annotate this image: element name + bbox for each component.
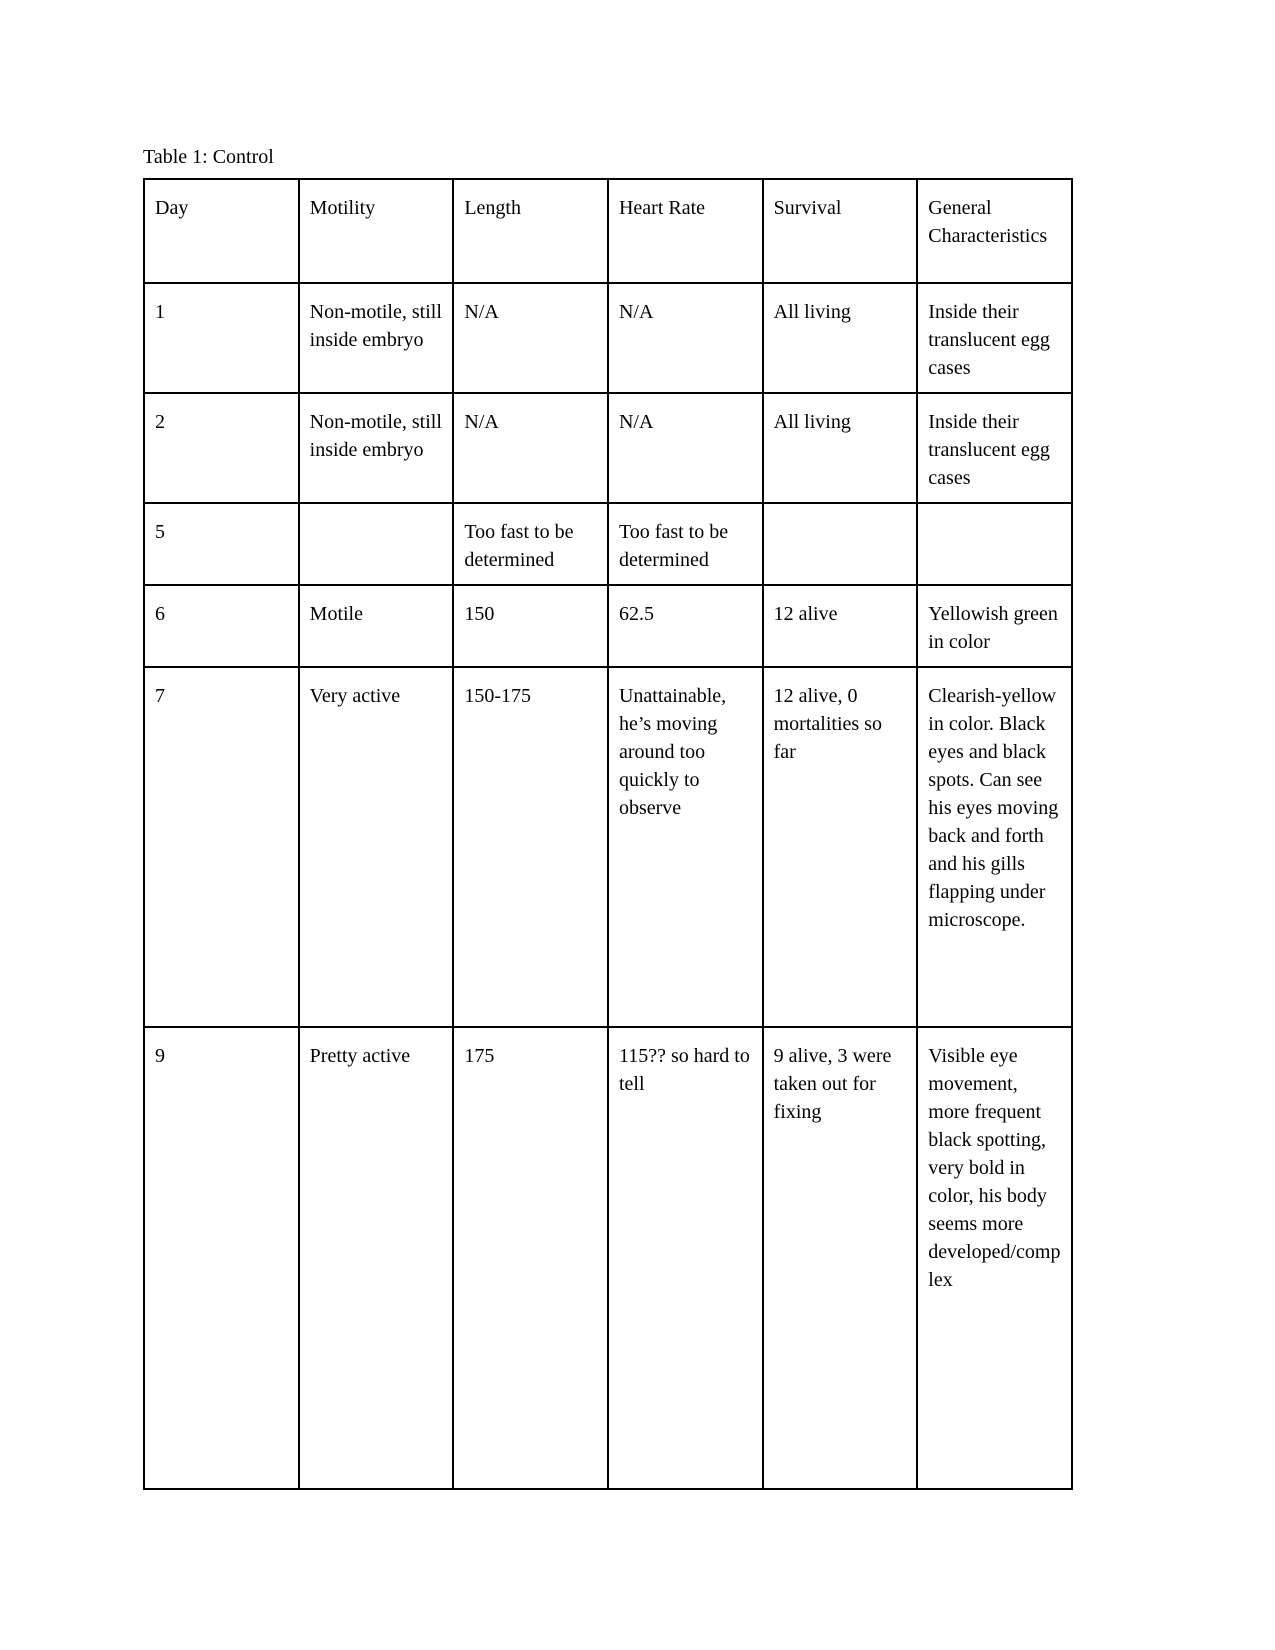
cell-motility: Pretty active bbox=[299, 1027, 454, 1489]
document-content bbox=[143, 144, 1077, 1490]
cell-day: 7 bbox=[144, 667, 299, 1027]
control-table bbox=[143, 178, 1073, 1490]
table-row-day-2 bbox=[144, 393, 1072, 503]
cell-general-characteristics: Yellowish green in color bbox=[917, 585, 1072, 667]
cell-motility: Motile bbox=[299, 585, 454, 667]
table-row-day-6 bbox=[144, 585, 1072, 667]
column-header-heart-rate: Heart Rate bbox=[608, 179, 763, 283]
cell-heart-rate: Too fast to be determined bbox=[608, 503, 763, 585]
cell-survival: 9 alive, 3 were taken out for fixing bbox=[763, 1027, 918, 1489]
cell-general-characteristics bbox=[917, 503, 1072, 585]
cell-heart-rate: Unattainable, he’s moving around too quickly to observe bbox=[608, 667, 763, 1027]
table-row-day-5 bbox=[144, 503, 1072, 585]
table-row-day-9 bbox=[144, 1027, 1072, 1489]
cell-day: 5 bbox=[144, 503, 299, 585]
cell-general-characteristics: Clearish-yellow in color. Black eyes and black spots. Can see his eyes moving back and forth and his gills flapping under microscope. bbox=[917, 667, 1072, 1027]
control-table-header bbox=[144, 179, 1072, 283]
cell-general-characteristics: Inside their translucent egg cases bbox=[917, 283, 1072, 393]
cell-survival: All living bbox=[763, 393, 918, 503]
header-row bbox=[144, 179, 1072, 283]
column-header-motility: Motility bbox=[299, 179, 454, 283]
cell-survival: All living bbox=[763, 283, 918, 393]
table-title: Table 1: Control bbox=[143, 146, 274, 168]
cell-day: 2 bbox=[144, 393, 299, 503]
cell-length: Too fast to be determined bbox=[453, 503, 608, 585]
cell-motility: Very active bbox=[299, 667, 454, 1027]
cell-general-characteristics: Inside their translucent egg cases bbox=[917, 393, 1072, 503]
table-row-day-1 bbox=[144, 283, 1072, 393]
cell-day: 6 bbox=[144, 585, 299, 667]
cell-survival: 12 alive, 0 mortalities so far bbox=[763, 667, 918, 1027]
cell-heart-rate: 62.5 bbox=[608, 585, 763, 667]
cell-motility: Non-motile, still inside embryo bbox=[299, 283, 454, 393]
cell-length: 175 bbox=[453, 1027, 608, 1489]
cell-length: N/A bbox=[453, 283, 608, 393]
column-header-length: Length bbox=[453, 179, 608, 283]
cell-length: 150-175 bbox=[453, 667, 608, 1027]
cell-day: 9 bbox=[144, 1027, 299, 1489]
table-row-day-7 bbox=[144, 667, 1072, 1027]
cell-survival bbox=[763, 503, 918, 585]
column-header-general-characteristics: General Characteristics bbox=[917, 179, 1072, 283]
cell-motility bbox=[299, 503, 454, 585]
cell-heart-rate: N/A bbox=[608, 393, 763, 503]
cell-motility: Non-motile, still inside embryo bbox=[299, 393, 454, 503]
cell-length: N/A bbox=[453, 393, 608, 503]
cell-day: 1 bbox=[144, 283, 299, 393]
column-header-day: Day bbox=[144, 179, 299, 283]
cell-length: 150 bbox=[453, 585, 608, 667]
control-table-body bbox=[144, 283, 1072, 1489]
column-header-survival: Survival bbox=[763, 179, 918, 283]
cell-survival: 12 alive bbox=[763, 585, 918, 667]
cell-general-characteristics: Visible eye movement, more frequent black spotting, very bold in color, his body seems more developed/complex bbox=[917, 1027, 1072, 1489]
cell-heart-rate: 115?? so hard to tell bbox=[608, 1027, 763, 1489]
cell-heart-rate: N/A bbox=[608, 283, 763, 393]
